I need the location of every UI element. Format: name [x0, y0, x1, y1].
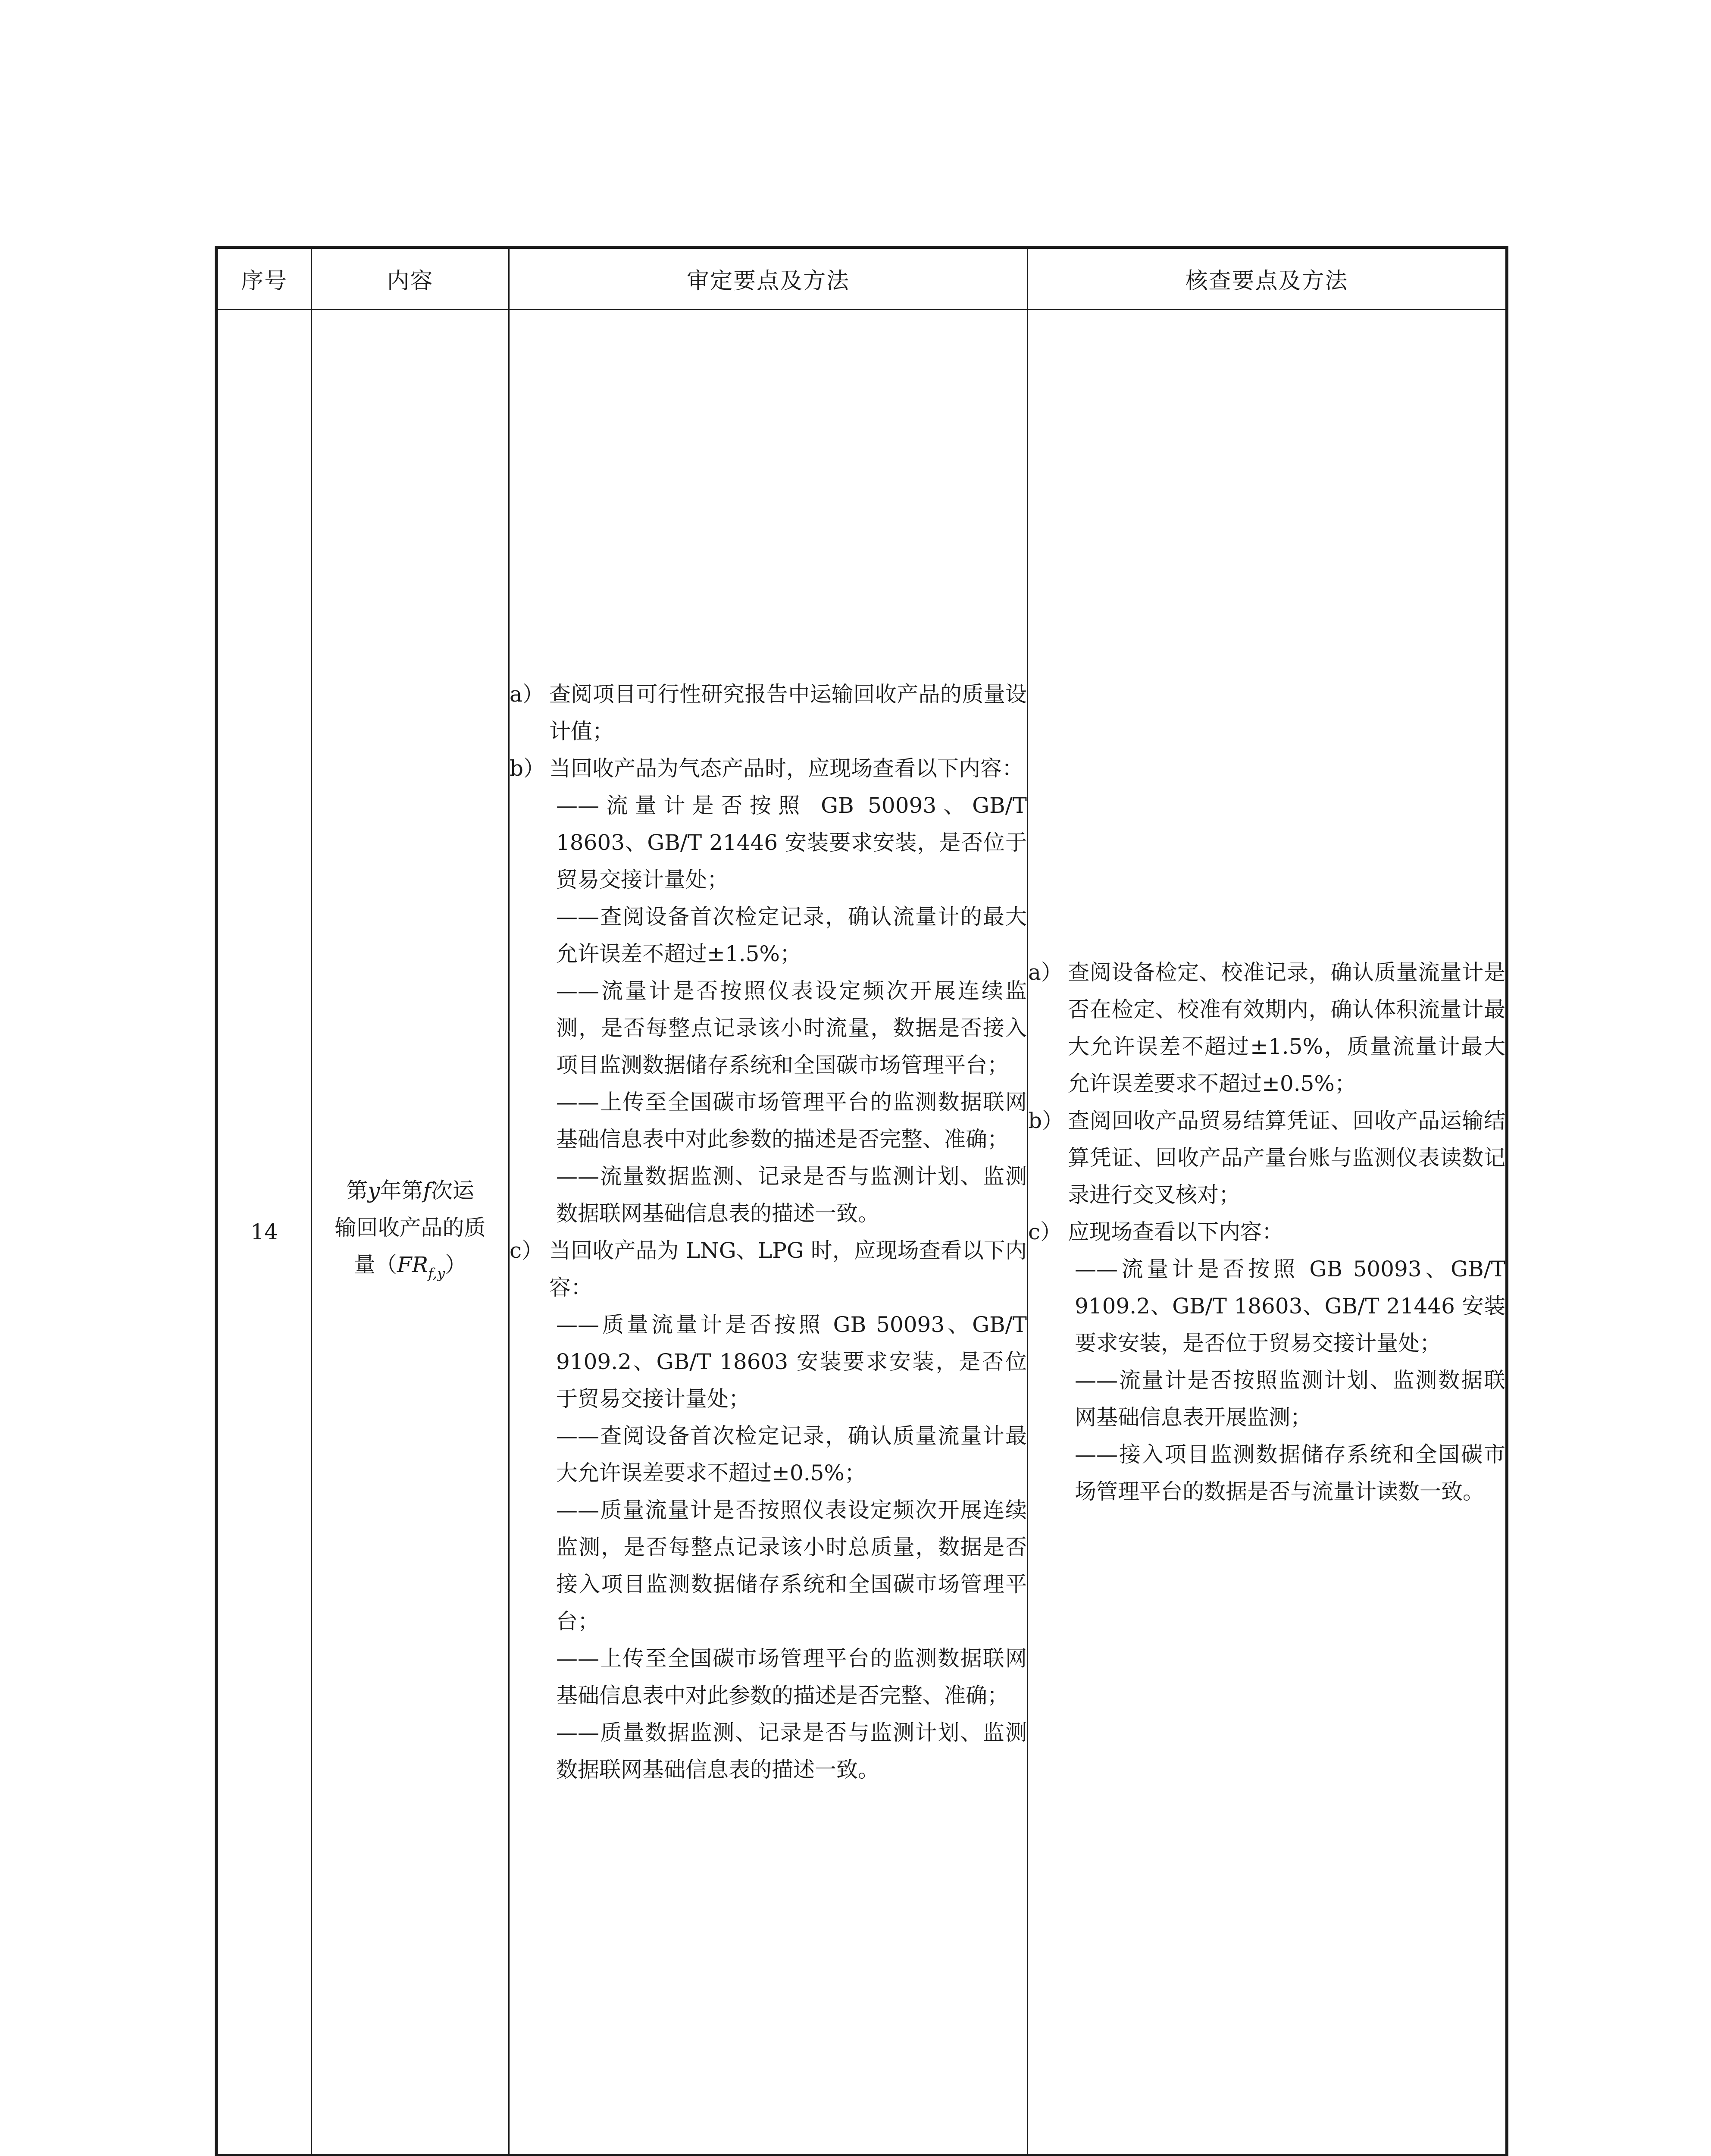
- verify-c-sub-2: ——流量计是否按照监测计划、监测数据联网基础信息表开展监测；: [1075, 1368, 1505, 1430]
- row-seq-cell: 14: [216, 310, 312, 2156]
- table-header-row: [216, 248, 1507, 310]
- audit-item-b: b） 当回收产品为气态产品时，应现场查看以下内容：: [510, 756, 1023, 781]
- review-table: [215, 246, 1508, 2156]
- audit-c-sub-3: ——质量流量计是否按照仪表设定频次开展连续监测，是否每整点记录该小时总质量，数据是否接入项目监测数据储存系统和全国碳市场管理平台；: [556, 1498, 1027, 1634]
- audit-c-sub-5: ——质量数据监测、记录是否与监测计划、监测数据联网基础信息表的描述一致。: [556, 1720, 1027, 1782]
- row-audit-cell: [509, 310, 1028, 2156]
- verify-c-sub-1: ——流量计是否按照 GB 50093、GB/T 9109.2、GB/T 18603、GB/T 21446 安装要求安装，是否位于贸易交接计量处；: [1075, 1257, 1505, 1356]
- audit-b-sub-2: ——查阅设备首次检定记录，确认流量计的最大允许误差不超过±1.5%；: [556, 904, 1027, 966]
- header-seq: 序号: [216, 248, 312, 310]
- header-verify: 核查要点及方法: [1028, 248, 1507, 310]
- audit-c-sub-1: ——质量流量计是否按照 GB 50093、GB/T 9109.2、GB/T 18603 安装要求安装，是否位于贸易交接计量处；: [556, 1312, 1027, 1411]
- content-line-3: 量$(FR_{f,y})$: [353, 1252, 467, 1282]
- verify-item-c: c） 应现场查看以下内容：: [1028, 1219, 1283, 1244]
- content-line-1: 第y年第f次运: [346, 1178, 474, 1203]
- audit-b-sub-4: ——上传至全国碳市场管理平台的监测数据联网基础信息表中对此参数的描述是否完整、准确；: [556, 1090, 1027, 1152]
- verify-c-sub-3: ——接入项目监测数据储存系统和全国碳市场管理平台的数据是否与流量计读数一致。: [1075, 1442, 1505, 1504]
- verify-item-b: b） 查阅回收产品贸易结算凭证、回收产品运输结算凭证、回收产品产量台账与监测仪表读数记录进行交叉核对；: [1028, 1108, 1505, 1207]
- verify-item-a: a） 查阅设备检定、校准记录，确认质量流量计是否在检定、校准有效期内，确认体积流量计最大允许误差不超过±1.5%，质量流量计最大允许误差要求不超过±0.5%；: [1028, 960, 1505, 1096]
- audit-c-sub-2: ——查阅设备首次检定记录，确认质量流量计最大允许误差要求不超过±0.5%；: [556, 1423, 1027, 1485]
- audit-item-c: c） 当回收产品为 LNG、LPG 时，应现场查看以下内容：: [510, 1238, 1027, 1300]
- table-row: [216, 310, 1507, 2156]
- audit-b-sub-5: ——流量数据监测、记录是否与监测计划、监测数据联网基础信息表的描述一致。: [556, 1164, 1027, 1226]
- audit-b-sub-1: ——流量计是否按照 GB 50093、GB/T 18603、GB/T 21446 安装要求安装，是否位于贸易交接计量处；: [556, 793, 1027, 892]
- row-verify-cell: [1028, 310, 1507, 2156]
- header-audit: 审定要点及方法: [509, 248, 1028, 310]
- content-line-2: 输回收产品的质: [335, 1215, 486, 1240]
- audit-c-sub-4: ——上传至全国碳市场管理平台的监测数据联网基础信息表中对此参数的描述是否完整、准确；: [556, 1646, 1027, 1708]
- row-content-cell: [312, 310, 509, 2156]
- audit-item-a: a） 查阅项目可行性研究报告中运输回收产品的质量设计值；: [510, 682, 1027, 744]
- audit-b-sub-3: ——流量计是否按照仪表设定频次开展连续监测，是否每整点记录该小时流量，数据是否接入项目监测数据储存系统和全国碳市场管理平台；: [556, 978, 1027, 1078]
- header-content: 内容: [312, 248, 509, 310]
